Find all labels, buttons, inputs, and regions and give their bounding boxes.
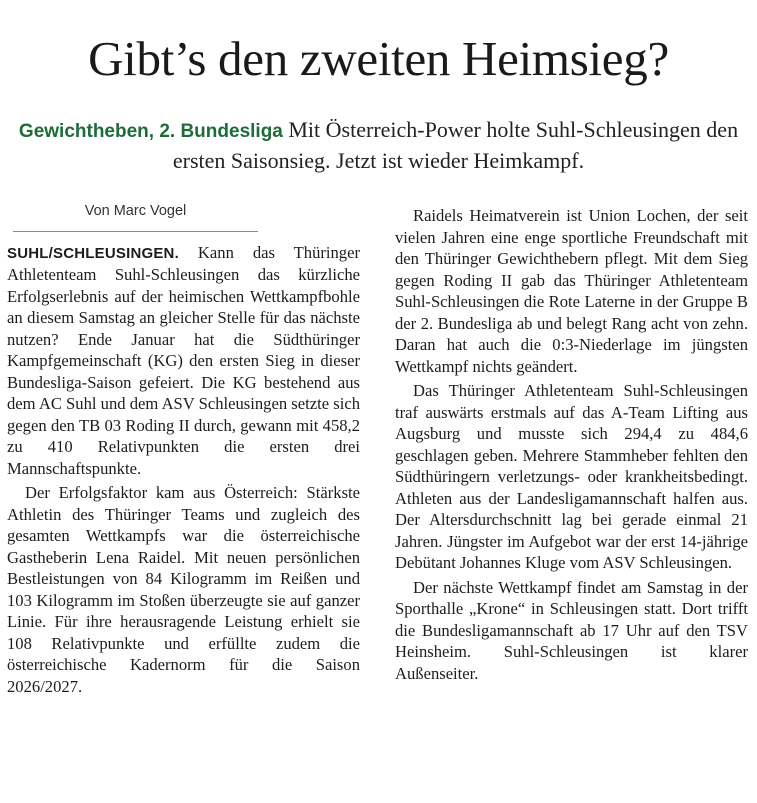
subhead-text: Mit Österreich-Power holte Suhl-Schleusingen den ersten Saisonsieg. Jetzt ist wieder Heimkampf. bbox=[172, 117, 739, 173]
right-column bbox=[395, 205, 748, 684]
dateline: SUHL/SCHLEUSINGEN. bbox=[7, 244, 179, 262]
paragraph: Der nächste Wettkampf findet am Samstag in der Sporthalle „Krone“ in Schleusingen statt. Dort trifft die Bundesligamannschaft ab 17 Uhr auf den TSV Heinsheim. Suhl-Schleusingen ist klarer Außenseiter. bbox=[395, 577, 748, 683]
byline: Von Marc Vogel bbox=[13, 201, 258, 232]
subheadline bbox=[14, 115, 743, 175]
paragraph-text: Kann das Thüringer Athletenteam Suhl-Schleusingen das kürzliche Erfolgserlebnis auf der heimischen Wettkampfbohle an diesem Samstag an gleicher Stelle für das nächste nutzen? Ende Januar hat die Südthüringer Kampfgemeinschaft (KG) den ersten Sieg in dieser Bundesliga-Saison gefeiert. Die KG bestehend aus dem AC Suhl und dem ASV Schleusingen setzte sich gegen den TB 03 Roding II durch, gewann mit 458,2 zu 410 Relativpunkten die ersten drei Mannschaftspunkte. bbox=[7, 242, 360, 478]
left-column bbox=[7, 201, 360, 697]
paragraph: Der Erfolgsfaktor kam aus Österreich: Stärkste Athletin des Thüringer Teams und zugleich des gesamten Wettkampfs war die österreichische Gastheberin Lena Raidel. Mit neuen persönlichen Bestleistungen von 84 Kilogramm im Reißen und 103 Kilogramm im Stoßen überzeugte sie auf ganzer Linie. Für ihre herausragende Leistung erhielt sie 108 Relativpunkte und erfüllte zudem die österreichische Kadernorm für die Saison 2026/2027. bbox=[7, 483, 360, 696]
paragraph: Raidels Heimatverein ist Union Lochen, der seit vielen Jahren eine enge sportliche Freundschaft mit den Thüringer Gewichthebern pflegt. Mit dem Sieg gegen Roding II gab das Thüringer Athletenteam Suhl-Schleusingen die Rote Laterne in der Gruppe B der 2. Bundesliga ab und belegt Rang acht von zehn. Daran hat auch die 0:3-Niederlage im jüngsten Wettkampf nichts geändert. bbox=[395, 206, 748, 376]
paragraph bbox=[7, 242, 360, 480]
rubric: Gewichtheben, 2. Bundesliga bbox=[18, 121, 283, 142]
paragraph: Das Thüringer Athletenteam Suhl-Schleusingen traf auswärts erstmals auf das A-Team Lifting aus Augsburg und musste sich 294,4 zu 484,6 geschlagen geben. Mehrere Stammheber fehlten den Südthüringern verletzungs- oder krankheitsbedingt. Athleten aus der Landesligamannschaft halfen aus. Der Altersdurchschnitt lag bei gerade einmal 21 Jahren. Jüngster im Aufgebot war der erst 14-jährige Debütant Johannes Kluge vom ASV Schleusingen. bbox=[395, 381, 748, 572]
headline: Gibt’s den zweiten Heimsieg? bbox=[88, 31, 669, 86]
